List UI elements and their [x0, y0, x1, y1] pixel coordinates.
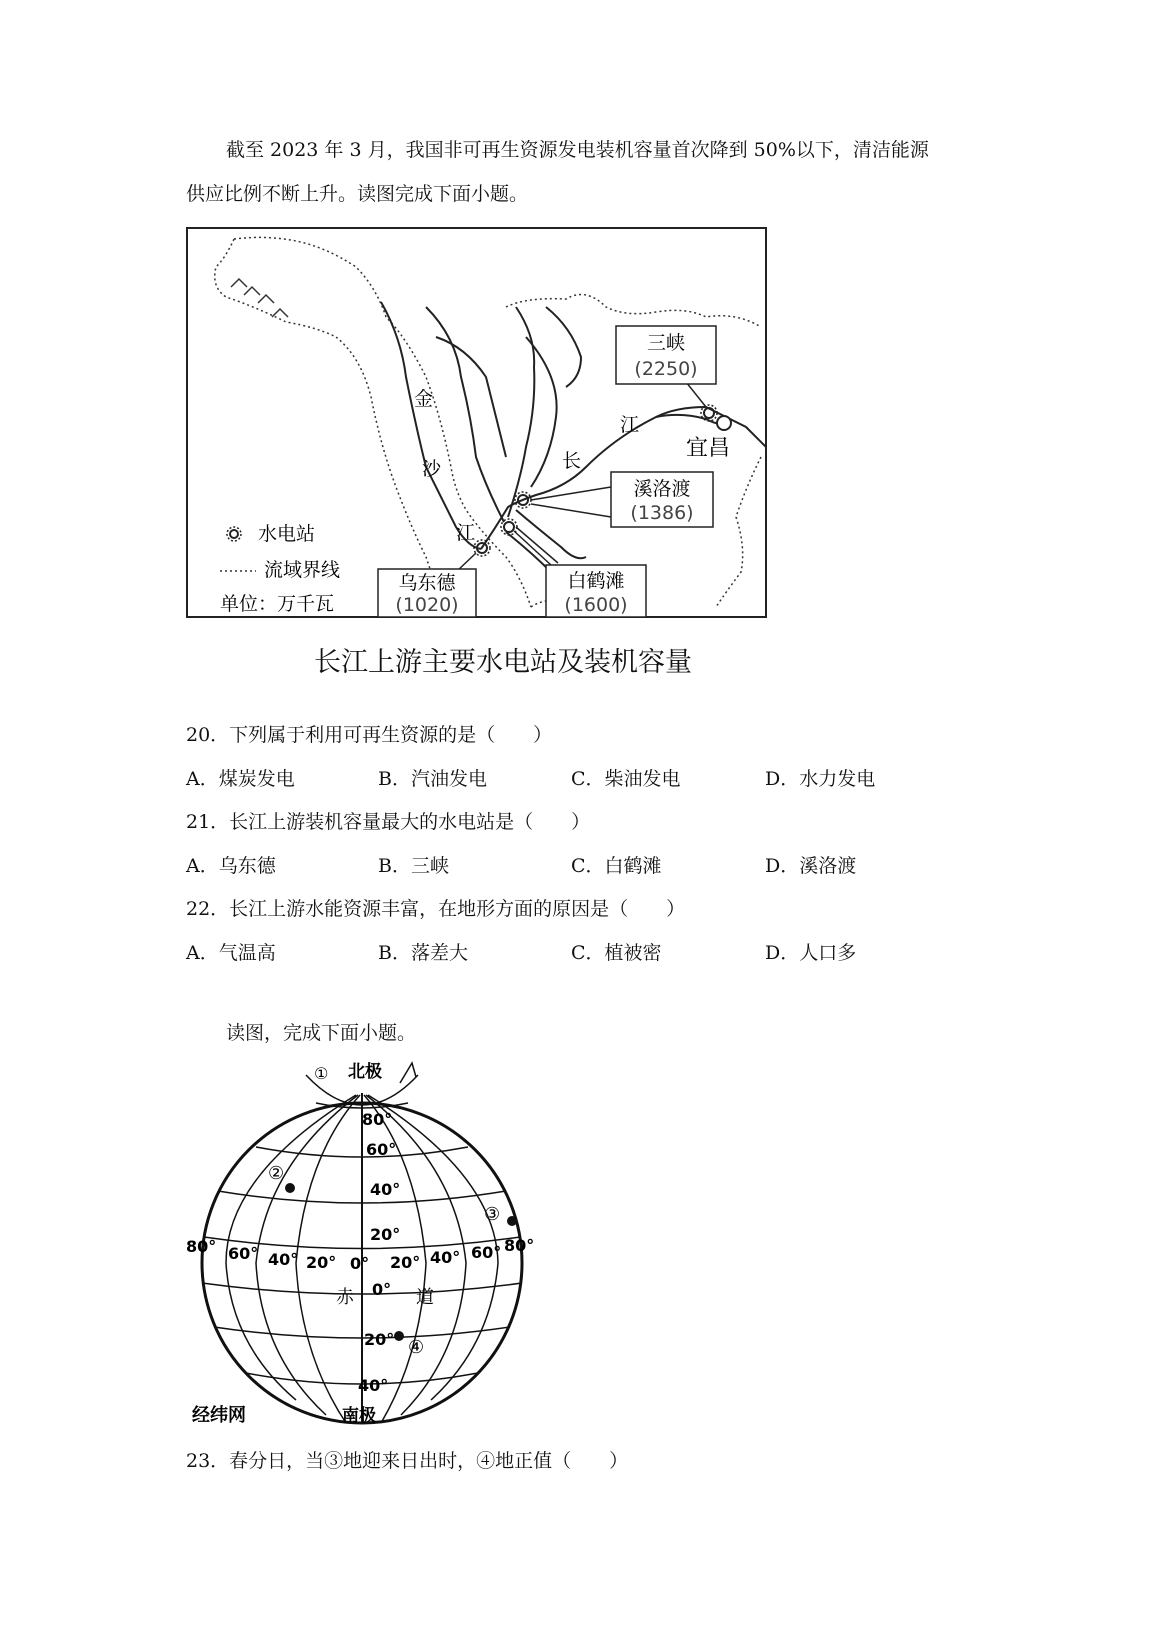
- lon-label-60w: 60°: [228, 1244, 259, 1263]
- q21-option-c: C．白鹤滩: [571, 855, 662, 877]
- q21-option-a: A．乌东德: [186, 855, 276, 877]
- sanxia-name: 三峡: [646, 332, 686, 354]
- map1-caption: 长江上游主要水电站及装机容量: [314, 647, 692, 678]
- lat-label-20n: 20°: [370, 1225, 401, 1244]
- point-3-label: ③: [484, 1204, 501, 1225]
- q20-option-d: D．水力发电: [765, 768, 876, 790]
- river-label-jiang-2: 江: [620, 414, 640, 436]
- wudongde-name: 乌东德: [398, 572, 456, 594]
- yichang-label: 宜昌: [686, 436, 731, 461]
- lat-label-40s: 40°: [358, 1376, 389, 1395]
- lon-label-40w: 40°: [268, 1250, 299, 1269]
- q22-option-a: A．气温高: [186, 942, 276, 964]
- river-label-jiang: 江: [456, 522, 476, 544]
- lon-label-20e: 20°: [390, 1253, 421, 1272]
- point-2-label: ②: [268, 1163, 285, 1184]
- lon-label-80w: 80°: [186, 1237, 217, 1256]
- legend-boundary-label: 流域界线: [264, 559, 341, 581]
- point-1-label: ①: [314, 1064, 329, 1083]
- question-22: 22．长江上游水能资源丰富，在地形方面的原因是（ ）: [186, 898, 686, 920]
- question-23: 23．春分日，当③地迎来日出时，④地正值（ ）: [186, 1450, 629, 1472]
- legend-unit-label: 单位：万千瓦: [220, 593, 335, 615]
- lon-label-20w: 20°: [306, 1253, 337, 1272]
- lon-label-60e: 60°: [471, 1243, 502, 1262]
- intro-line-1: 截至 2023 年 3 月，我国非可再生资源发电装机容量首次降到 50%以下，清洁能源: [226, 139, 929, 161]
- q22-option-d: D．人口多: [765, 942, 857, 964]
- lat-label-20s: 20°: [364, 1330, 395, 1349]
- lon-label-80e: 80°: [504, 1236, 535, 1255]
- lat-label-40n: 40°: [370, 1180, 401, 1199]
- globe-caption: 经纬网: [192, 1405, 246, 1426]
- q21-option-b: B．三峡: [378, 855, 449, 877]
- q22-option-b: B．落差大: [378, 942, 468, 964]
- lat-label-0: 0°: [372, 1280, 392, 1299]
- question-21: 21．长江上游装机容量最大的水电站是（ ）: [186, 811, 591, 833]
- intro-2: 读图，完成下面小题。: [226, 1022, 417, 1044]
- q20-option-b: B．汽油发电: [378, 768, 487, 790]
- question-20: 20．下列属于利用可再生资源的是（ ）: [186, 724, 553, 746]
- xiluodu-capacity: (1386): [630, 502, 694, 524]
- baihetan-name: 白鹤滩: [567, 570, 625, 592]
- intro-line-2: 供应比例不断上升。读图完成下面小题。: [186, 183, 529, 205]
- river-label-sha: 沙: [422, 458, 442, 480]
- point-4-dot: [394, 1331, 404, 1341]
- q21-option-d: D．溪洛渡: [765, 855, 857, 877]
- point-2-dot: [285, 1183, 295, 1193]
- q20-option-c: C．柴油发电: [571, 768, 681, 790]
- sanxia-capacity: (2250): [634, 358, 698, 380]
- wudongde-capacity: (1020): [395, 594, 459, 616]
- point-4-label: ④: [408, 1337, 425, 1358]
- north-pole-label: 北极: [348, 1062, 382, 1082]
- river-label-jin: 金: [414, 388, 434, 410]
- lat-label-80: 80°: [362, 1110, 393, 1129]
- globe-graticule-figure: [186, 1055, 546, 1430]
- equator-label-left: 赤: [336, 1287, 354, 1308]
- legend-station-label: 水电站: [258, 523, 316, 545]
- q22-option-c: C．植被密: [571, 942, 662, 964]
- yichang-city-icon: [717, 416, 731, 430]
- lon-label-0: 0°: [350, 1254, 370, 1273]
- river-label-chang: 长: [562, 450, 582, 472]
- lon-label-40e: 40°: [430, 1248, 461, 1267]
- yangtze-hydropower-map: [186, 227, 768, 619]
- equator-label-right: 道: [416, 1287, 434, 1308]
- point-3-dot: [507, 1216, 517, 1226]
- south-pole-label: 南极: [342, 1406, 376, 1426]
- lat-label-60: 60°: [366, 1140, 397, 1159]
- baihetan-capacity: (1600): [564, 594, 628, 616]
- q20-option-a: A．煤炭发电: [186, 768, 295, 790]
- xiluodu-name: 溪洛渡: [633, 478, 691, 500]
